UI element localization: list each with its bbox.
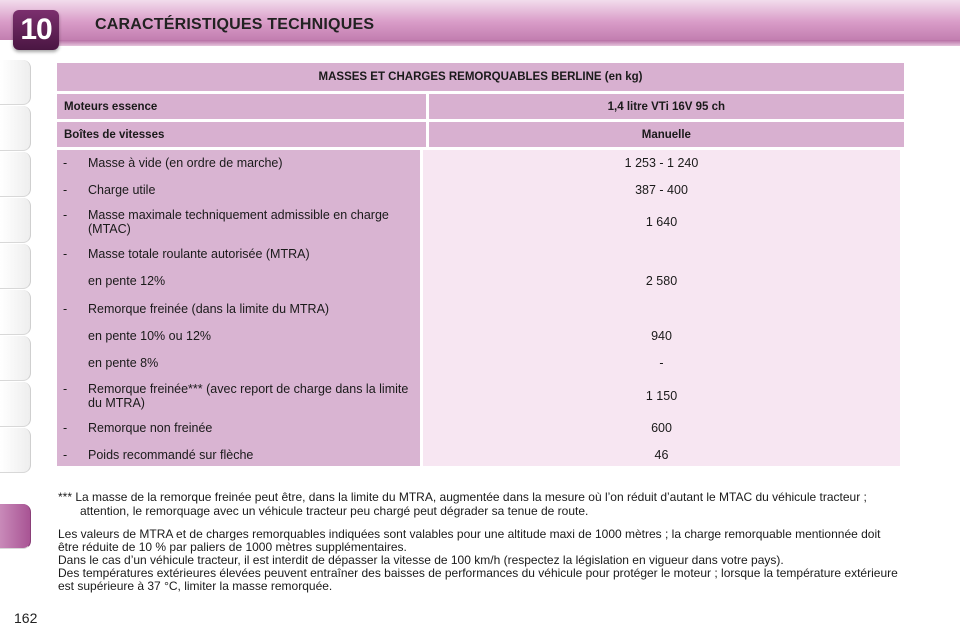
notes (58, 528, 904, 593)
table-row-value: 1 640 (645, 215, 678, 229)
chapter-tab-active[interactable] (0, 504, 31, 549)
chapter-tab[interactable] (0, 382, 31, 427)
chapter-tab[interactable] (0, 244, 31, 289)
note-paragraph: Les valeurs de MTRA et de charges remorquables indiquées sont valables pour une altitude maxi de 1000 mètres ; la charge remorquable mentionnée doit être réduite de 10 % par paliers de 1000 mètres supplémentaires. (58, 527, 881, 554)
chapter-tab[interactable] (0, 106, 31, 151)
chapter-tab[interactable] (0, 152, 31, 197)
note-paragraph: Dans le cas d’un véhicule tracteur, il est interdit de dépasser la vitesse de 100 km/h (respectez la législation en vigueur dans votre pays). (58, 553, 784, 567)
chapter-tab[interactable] (0, 336, 31, 381)
chapter-tab[interactable] (0, 290, 31, 335)
chapter-tab[interactable] (0, 428, 31, 473)
table-body (57, 150, 904, 466)
table-row-value: 1 253 - 1 240 (624, 156, 699, 170)
footnote-text: *** La masse de la remorque freinée peut être, dans la limite du MTRA, augmentée dans la mesure où l’on réduit d’autant le MTAC du véhicule tracteur ; attention, le remorquage avec un véhicule tracteur peu chargé peut dégrader sa tenue de route. (58, 490, 867, 518)
footnote (58, 491, 904, 518)
gearbox-value: Manuelle (429, 122, 904, 147)
labels-column: - Masse à vide (en ordre de marche) - Charge utile - Masse maximale techniquement admissible en charge (MTAC) - Masse totale roulante autorisée (MTRA) en pente 12% - Remorque freinée (dans la limite du MTRA) en pente 10% ou 12% en pente 8% - Remorque freinée*** (avec report de charge dans la limite du MTRA) - Remorque non freinée - Poids recommandé sur flèche (57, 150, 420, 466)
gearbox-row (57, 122, 904, 147)
chapter-tab[interactable] (0, 60, 31, 105)
values-column (423, 150, 900, 466)
engine-row (57, 94, 904, 119)
chapter-tab[interactable] (0, 198, 31, 243)
table-row-value: 387 - 400 (635, 183, 688, 197)
engine-value: 1,4 litre VTi 16V 95 ch (429, 94, 904, 119)
table-row-value: 940 (651, 329, 672, 343)
table-row-value: 46 (654, 448, 669, 462)
specs-table (57, 63, 904, 466)
gearbox-label: Boîtes de vitesses (57, 122, 426, 147)
chapter-title: CARACTÉRISTIQUES TECHNIQUES (95, 16, 375, 33)
engine-label: Moteurs essence (57, 94, 426, 119)
table-row-value: 1 150 (645, 389, 678, 403)
note-paragraph: Des températures extérieures élevées peuvent entraîner des baisses de performances du véhicule pour protéger le moteur ; lorsque la température extérieure est supérieure à 37 °C, limiter la masse remorquée. (58, 566, 898, 593)
table-row-value: 600 (651, 421, 672, 435)
header-underline (55, 40, 960, 46)
table-row-value: 2 580 (645, 274, 678, 288)
page-number: 162 (14, 610, 38, 626)
chapter-number-badge: 10 (13, 10, 59, 50)
table-row-value: - (659, 356, 664, 370)
table-title: MASSES ET CHARGES REMORQUABLES BERLINE (en kg) (57, 63, 904, 91)
chapter-tabs (0, 60, 32, 580)
